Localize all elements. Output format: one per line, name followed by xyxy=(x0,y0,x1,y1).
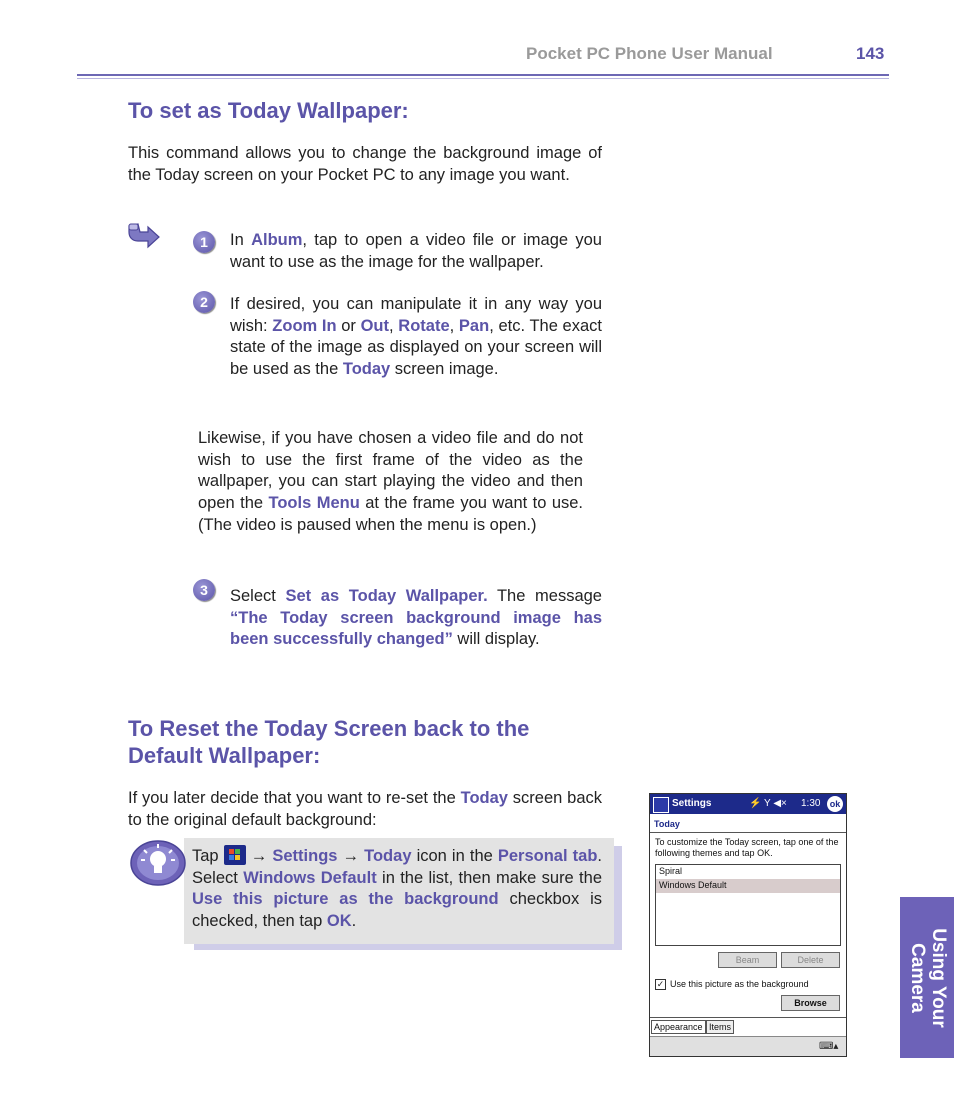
intro-paragraph: This command allows you to change the background image of the Today screen on your Pocket PC to any image you want. xyxy=(128,144,602,184)
app-title: Settings xyxy=(672,798,712,809)
page-number: 143 xyxy=(856,44,885,63)
section-heading-reset: To Reset the Today Screen back to the Default Wallpaper: xyxy=(128,716,530,768)
delete-button[interactable]: Delete xyxy=(781,952,840,968)
screen-title: Today xyxy=(654,819,680,829)
use-picture-checkbox[interactable]: ✓ xyxy=(656,979,665,989)
tip-text: Tap → Settings → Today icon in the Personal tab. Select Windows Default in the list, then make sure the Use this picture as the background checkbox is checked, then tap OK. xyxy=(192,847,602,930)
likewise-paragraph: Likewise, if you have chosen a video file and do not wish to use the first frame of the video as the wallpaper, you can start playing the video and then open the Tools Menu at the frame you want to use. (The video is paused when the menu is open.) xyxy=(198,429,584,534)
header-rule xyxy=(77,74,889,76)
lightbulb-tip-icon xyxy=(130,838,186,888)
signal-icon: ⚡ Y ◀× xyxy=(749,798,787,809)
tab-appearance[interactable]: Appearance xyxy=(651,1020,706,1034)
step-3-text: Select Set as Today Wallpaper. The message “The Today screen background image has been successfully changed” will display. xyxy=(230,587,602,649)
theme-item-windows-default[interactable]: Windows Default xyxy=(656,879,840,893)
today-settings-screenshot xyxy=(649,793,847,1057)
reset-intro-paragraph: If you later decide that you want to re-set the Today screen back to the original default background: xyxy=(128,789,603,829)
title-bar xyxy=(650,794,846,814)
keyboard-icon[interactable]: ⌨▴ xyxy=(819,1041,839,1052)
tab-divider xyxy=(650,1017,846,1018)
theme-list[interactable] xyxy=(655,864,841,946)
instruction-text: To customize the Today screen, tap one of the following themes and tap OK. xyxy=(655,837,839,858)
section-heading-today-wallpaper: To set as Today Wallpaper: xyxy=(128,98,409,123)
tab-items[interactable]: Items xyxy=(706,1020,734,1034)
clock: 1:30 xyxy=(801,798,821,809)
start-menu-icon xyxy=(224,845,246,865)
browse-button[interactable]: Browse xyxy=(781,995,840,1011)
divider xyxy=(650,832,846,833)
header-rule-thin xyxy=(77,78,889,79)
running-header-title: Pocket PC Phone User Manual xyxy=(526,44,773,63)
step-number-3: 3 xyxy=(193,579,215,601)
step-1-text: In Album, tap to open a video file or image you want to use as the image for the wallpaper. xyxy=(230,231,602,271)
step-2-text: If desired, you can manipulate it in any way you wish: Zoom In or Out, Rotate, Pan, etc. The exact state of the image as displayed on your screen will be used as the Today screen image. xyxy=(230,295,602,379)
checkbox-label: Use this picture as the background xyxy=(670,979,809,989)
pointing-hand-icon xyxy=(126,222,162,252)
step-number-1: 1 xyxy=(193,231,215,253)
chapter-side-tab-text: Using Your Camera xyxy=(907,928,949,1028)
beam-button[interactable]: Beam xyxy=(718,952,777,968)
theme-item-spiral[interactable]: Spiral xyxy=(659,866,683,876)
step-number-2: 2 xyxy=(193,291,215,313)
ok-button[interactable]: ok xyxy=(827,796,843,812)
album-term: Album xyxy=(251,231,303,249)
command-bar xyxy=(650,1036,846,1057)
start-icon xyxy=(653,797,669,813)
